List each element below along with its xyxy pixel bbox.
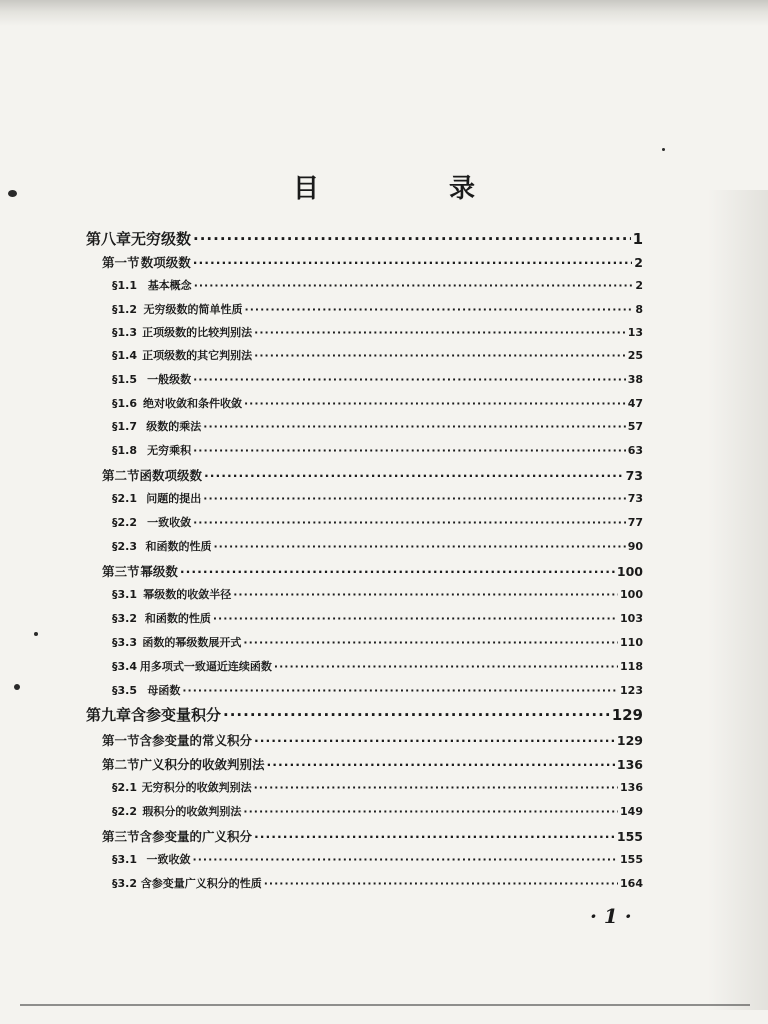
scan-speck xyxy=(14,684,20,690)
toc-entry[interactable] xyxy=(102,827,643,851)
leader-dots xyxy=(193,255,633,270)
leader-dots xyxy=(254,781,618,794)
leader-dots xyxy=(264,877,618,890)
toc-entry-number: §3.3 xyxy=(112,636,137,649)
toc-entry[interactable] xyxy=(112,851,643,875)
toc-entry-page: 57 xyxy=(627,420,643,433)
toc-entry-title: 幂级数的收敛半径 xyxy=(143,588,232,601)
toc-entry-title: 和函数的性质 xyxy=(145,540,212,553)
toc-entry-number: 第一节 xyxy=(102,255,140,270)
toc-entry-number: §1.7 xyxy=(112,420,137,433)
toc-entry-number: §1.8 xyxy=(112,444,137,457)
toc-entry[interactable] xyxy=(112,586,643,610)
leader-dots xyxy=(254,326,626,339)
toc-entry-title: 含参变量的常义积分 xyxy=(139,733,253,748)
toc-entry[interactable] xyxy=(112,634,643,658)
toc-entry-number: §3.1 xyxy=(112,588,137,601)
toc-entry-page: 110 xyxy=(620,636,643,649)
toc-entry-page: 25 xyxy=(627,349,643,362)
leader-dots xyxy=(243,636,618,649)
leader-dots xyxy=(233,588,618,601)
leader-dots xyxy=(203,420,625,433)
toc-entry-number: 第八章 xyxy=(86,230,132,248)
page-number: · 1 · xyxy=(590,904,632,928)
toc-entry-page: 129 xyxy=(611,706,643,724)
toc-entry[interactable] xyxy=(112,347,643,371)
toc-entry-title: 问题的提出 xyxy=(146,492,202,505)
leader-dots xyxy=(244,397,626,410)
toc-entry[interactable] xyxy=(112,658,643,682)
toc-entry-number: 第九章 xyxy=(86,706,132,724)
toc-entry-number: §1.4 xyxy=(112,349,137,362)
toc-entry-number: §2.1 xyxy=(112,781,137,794)
toc-entry-number: 第三节 xyxy=(102,829,140,844)
leader-dots xyxy=(245,303,634,316)
toc-entry-number: §2.2 xyxy=(112,805,137,818)
toc-entry-title: 正项级数的比较判别法 xyxy=(142,326,253,339)
toc-entry-title: 数项级数 xyxy=(140,255,191,270)
toc-entry-title: 一致收敛 xyxy=(146,853,191,866)
toc-entry-page: 73 xyxy=(625,468,643,483)
toc-entry[interactable] xyxy=(102,466,643,490)
toc-entry[interactable] xyxy=(86,704,643,728)
toc-entry-title: 一般级数 xyxy=(147,373,192,386)
toc-entry-number: 第三节 xyxy=(102,564,140,579)
toc-entry-title: 用多项式一致逼近连续函数 xyxy=(139,660,272,673)
toc-entry-page: 118 xyxy=(620,660,643,673)
toc-entry-page: 155 xyxy=(620,853,643,866)
toc-entry[interactable] xyxy=(112,277,643,301)
toc-entry-number: §3.1 xyxy=(112,853,137,866)
toc-entry-number: §1.3 xyxy=(112,326,137,339)
toc-entry-number: §3.4 xyxy=(112,660,137,673)
toc-entry-page: 136 xyxy=(616,757,643,772)
leader-dots xyxy=(193,373,626,386)
toc-entry-page: 155 xyxy=(616,829,643,844)
toc-entry[interactable] xyxy=(112,490,643,514)
leader-dots xyxy=(254,733,615,748)
leader-dots xyxy=(194,279,634,292)
leader-dots xyxy=(274,660,618,673)
toc-entry-page: 100 xyxy=(616,564,643,579)
leader-dots xyxy=(204,468,624,483)
toc-entry-title: 广义积分的收敛判别法 xyxy=(139,757,265,772)
toc-entry-page: 1 xyxy=(632,230,643,248)
toc-entry-title: 函数项级数 xyxy=(139,468,203,483)
toc-entry-number: 第二节 xyxy=(102,757,140,772)
toc-entry-page: 2 xyxy=(635,279,643,292)
leader-dots xyxy=(193,230,631,248)
toc-entry-title: 和函数的性质 xyxy=(144,612,211,625)
toc-entry-number: §1.5 xyxy=(112,373,137,386)
toc-entry[interactable] xyxy=(102,253,643,277)
toc-entry-page: 90 xyxy=(627,540,643,553)
toc-entry-page: 47 xyxy=(627,397,643,410)
toc-entry-title: 幂级数 xyxy=(140,564,178,579)
toc-entry-title: 无穷级数 xyxy=(131,230,192,248)
toc-entry[interactable] xyxy=(102,731,643,755)
toc-entry[interactable] xyxy=(112,324,643,348)
toc-entry[interactable] xyxy=(112,875,643,899)
toc-entry-title: 含参变量广义积分的性质 xyxy=(140,877,262,890)
scan-speck xyxy=(662,148,665,151)
toc-entry-number: §3.2 xyxy=(112,877,137,890)
leader-dots xyxy=(193,853,619,866)
toc-entry-page: 63 xyxy=(627,444,643,457)
toc-entry-title: 无穷乘积 xyxy=(147,444,192,457)
toc-entry-number: §1.6 xyxy=(112,397,137,410)
leader-dots xyxy=(223,706,610,724)
leader-dots xyxy=(180,564,615,579)
toc-entry-page: 129 xyxy=(616,733,643,748)
toc-entry-title: 绝对收敛和条件收敛 xyxy=(142,397,242,410)
toc-entry-title: 无穷积分的收敛判别法 xyxy=(141,781,252,794)
toc-entry[interactable] xyxy=(112,803,643,827)
page-title: 目 录 xyxy=(292,174,527,204)
toc-entry[interactable] xyxy=(112,301,643,325)
toc-entry-title: 一致收敛 xyxy=(147,516,192,529)
leader-dots xyxy=(193,444,626,457)
toc-entry[interactable] xyxy=(112,682,643,706)
leader-dots xyxy=(243,805,618,818)
toc-entry-title: 函数的幂级数展开式 xyxy=(142,636,242,649)
toc-entry-title: 瑕积分的收敛判别法 xyxy=(142,805,242,818)
toc-entry[interactable] xyxy=(112,514,643,538)
toc-entry-number: §3.2 xyxy=(112,612,137,625)
scan-shadow-right xyxy=(708,190,768,1010)
toc-entry-page: 136 xyxy=(620,781,643,794)
toc-entry[interactable] xyxy=(102,755,643,779)
leader-dots xyxy=(267,757,615,772)
toc-entry[interactable] xyxy=(112,418,643,442)
toc-entry-page: 13 xyxy=(627,326,643,339)
toc-entry[interactable] xyxy=(112,610,643,634)
toc-entry-number: §2.2 xyxy=(112,516,137,529)
toc-entry-page: 100 xyxy=(620,588,643,601)
toc-entry[interactable] xyxy=(112,371,643,395)
toc-entry-title: 正项级数的其它判别法 xyxy=(142,349,253,362)
toc-entry-number: §2.3 xyxy=(112,540,137,553)
scan-speck xyxy=(34,632,38,636)
toc-entry-page: 103 xyxy=(620,612,643,625)
leader-dots xyxy=(193,516,626,529)
toc-entry[interactable] xyxy=(86,228,643,252)
toc-entry-page: 2 xyxy=(634,255,643,270)
toc-entry-page: 149 xyxy=(620,805,643,818)
toc-entry-page: 77 xyxy=(627,516,643,529)
toc-entry[interactable] xyxy=(112,442,643,466)
toc-entry-title: 含参变量的广义积分 xyxy=(139,829,253,844)
toc-entry[interactable] xyxy=(102,562,643,586)
leader-dots xyxy=(213,540,625,553)
toc-entry-number: §2.1 xyxy=(112,492,137,505)
toc-entry-page: 8 xyxy=(635,303,643,316)
toc-entry-page: 164 xyxy=(620,877,643,890)
toc-entry[interactable] xyxy=(112,779,643,803)
toc-entry-title: 基本概念 xyxy=(147,279,192,292)
toc-entry-page: 38 xyxy=(627,373,643,386)
toc-entry[interactable] xyxy=(112,538,643,562)
toc-entry-title: 母函数 xyxy=(147,684,181,697)
leader-dots xyxy=(182,684,618,697)
toc-entry-number: §1.1 xyxy=(112,279,137,292)
toc-entry-page: 123 xyxy=(620,684,643,697)
leader-dots xyxy=(203,492,625,505)
toc-entry-number: 第一节 xyxy=(102,733,140,748)
toc-entry-number: 第二节 xyxy=(102,468,140,483)
toc-entry-title: 级数的乘法 xyxy=(146,420,202,433)
scan-shadow-top xyxy=(0,0,768,26)
toc-entry-title: 含参变量积分 xyxy=(131,706,222,724)
toc-entry-number: §3.5 xyxy=(112,684,137,697)
toc-entry-title: 无穷级数的简单性质 xyxy=(143,303,243,316)
toc-entry-page: 73 xyxy=(627,492,643,505)
scan-edge-line xyxy=(20,1004,750,1006)
leader-dots xyxy=(213,612,618,625)
toc-entry-number: §1.2 xyxy=(112,303,137,316)
leader-dots xyxy=(254,349,626,362)
toc-entry[interactable] xyxy=(112,395,643,419)
leader-dots xyxy=(254,829,615,844)
